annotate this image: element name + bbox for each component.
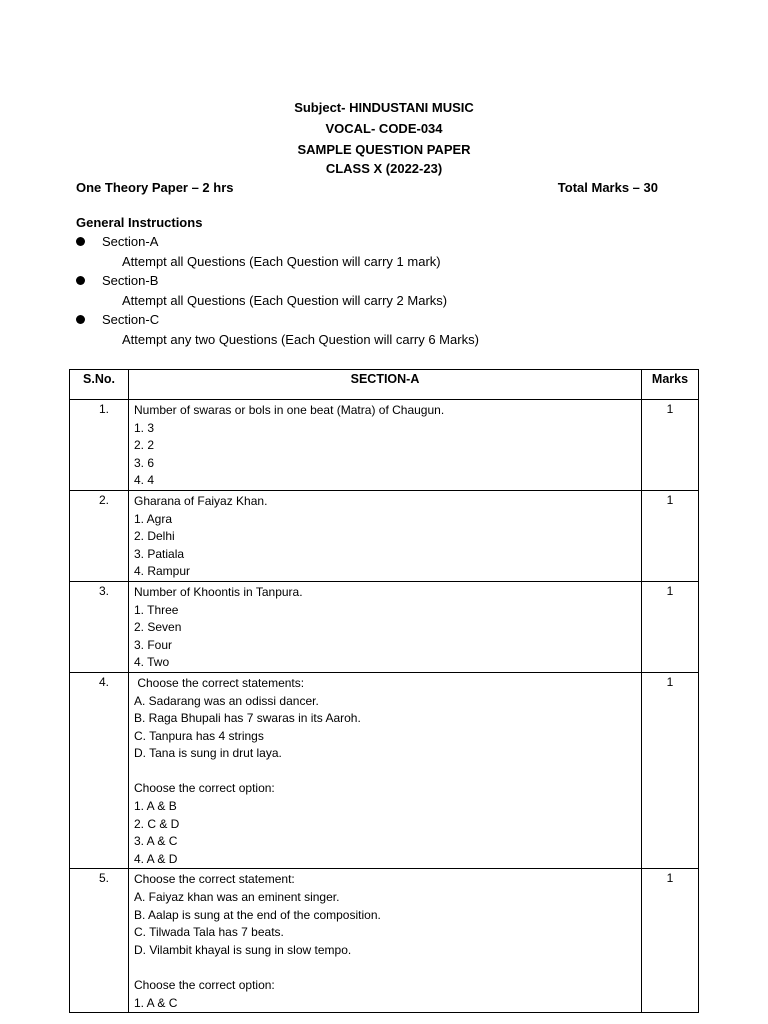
question-text: [129, 490, 642, 581]
instructions-title: General Instructions: [76, 215, 203, 230]
option-line: 4. A & D: [134, 851, 178, 866]
instruction-detail: Attempt any two Questions (Each Question will carry 6 Marks): [122, 332, 479, 347]
option-line: 3. 6: [134, 455, 155, 470]
option-line: 1. A & B: [134, 799, 177, 814]
statement-line: B. Raga Bhupali has 7 swaras in its Aaroh.: [134, 711, 361, 726]
question-marks: 1: [642, 869, 699, 1013]
instruction-section: Section-B: [102, 273, 159, 288]
question-marks: 1: [642, 490, 699, 581]
bullet-icon: [76, 276, 85, 285]
question-line: Number of Khoontis in Tanpura.: [134, 584, 303, 599]
question-marks: 1: [642, 672, 699, 869]
question-line: Choose the correct statement:: [134, 872, 295, 887]
table-row: [70, 400, 699, 491]
table-row: [70, 869, 699, 1013]
option-line: 3. Patiala: [134, 546, 185, 561]
instruction-detail: Attempt all Questions (Each Question will carry 1 mark): [122, 254, 441, 269]
paper-duration: One Theory Paper – 2 hrs: [76, 180, 234, 195]
instruction-item: [76, 234, 696, 273]
statement-line: C. Tanpura has 4 strings: [134, 728, 264, 743]
paper-heading: SAMPLE QUESTION PAPER: [297, 142, 471, 157]
questions-table: [69, 369, 699, 1013]
question-number: 3.: [70, 581, 129, 672]
option-line: 1. Three: [134, 602, 179, 617]
question-line: Number of swaras or bols in one beat (Matra) of Chaugun.: [134, 403, 445, 417]
option-line: 3. Four: [134, 637, 173, 652]
header-section: SECTION-A: [129, 370, 642, 400]
statement-line: D. Tana is sung in drut laya.: [134, 746, 282, 761]
option-prompt-line: Choose the correct option:: [134, 978, 275, 992]
question-marks: 1: [642, 400, 699, 491]
table-row: [70, 672, 699, 869]
table-header-row: [70, 370, 699, 400]
instruction-item: [76, 273, 696, 312]
statement-line: B. Aalap is sung at the end of the composition.: [134, 907, 381, 922]
statement-line: C. Tilwada Tala has 7 beats.: [134, 925, 284, 940]
question-text: [129, 581, 642, 672]
statement-line: D. Vilambit khayal is sung in slow tempo.: [134, 942, 352, 957]
question-text: [129, 400, 642, 491]
instruction-section: Section-A: [102, 234, 159, 249]
option-line: 4. Rampur: [134, 564, 191, 579]
option-line: 2. Delhi: [134, 529, 175, 544]
class-heading: CLASS X (2022-23): [325, 161, 443, 176]
option-line: 1. Agra: [134, 511, 173, 526]
bullet-icon: [76, 237, 85, 246]
blank-line: [134, 959, 641, 977]
option-prompt-line: Choose the correct option:: [134, 781, 275, 796]
option-line: 3. A & C: [134, 834, 178, 849]
option-line: 1. A & C: [134, 995, 178, 1010]
statement-line: A. Sadarang was an odissi dancer.: [134, 693, 319, 708]
option-line: 1. 3: [134, 420, 155, 435]
total-marks: Total Marks – 30: [557, 180, 658, 195]
bullet-icon: [76, 315, 85, 324]
header-sno: S.No.: [70, 370, 129, 400]
option-line: 2. Seven: [134, 620, 182, 635]
question-number: 4.: [70, 672, 129, 869]
option-line: 2. C & D: [134, 816, 180, 831]
question-number: 1.: [70, 400, 129, 491]
question-text: [129, 869, 642, 1013]
header-marks: Marks: [642, 370, 699, 400]
instruction-section: Section-C: [102, 312, 160, 327]
question-number: 2.: [70, 490, 129, 581]
table-row: [70, 490, 699, 581]
statement-line: A. Faiyaz khan was an eminent singer.: [134, 890, 340, 905]
option-line: 4. Two: [134, 655, 170, 670]
instructions-list: [76, 234, 696, 351]
question-text: [129, 672, 642, 869]
instruction-item: [76, 312, 696, 351]
instruction-detail: Attempt all Questions (Each Question will carry 2 Marks): [122, 293, 448, 308]
option-line: 4. 4: [134, 473, 155, 488]
question-line: Gharana of Faiyaz Khan.: [134, 493, 268, 508]
code-heading: VOCAL- CODE-034: [325, 121, 443, 136]
question-number: 5.: [70, 869, 129, 1013]
table-row: [70, 581, 699, 672]
option-line: 2. 2: [134, 438, 155, 453]
question-line: Choose the correct statements:: [134, 675, 305, 690]
question-marks: 1: [642, 581, 699, 672]
subject-heading: Subject- HINDUSTANI MUSIC: [294, 100, 474, 115]
blank-line: [134, 763, 641, 781]
